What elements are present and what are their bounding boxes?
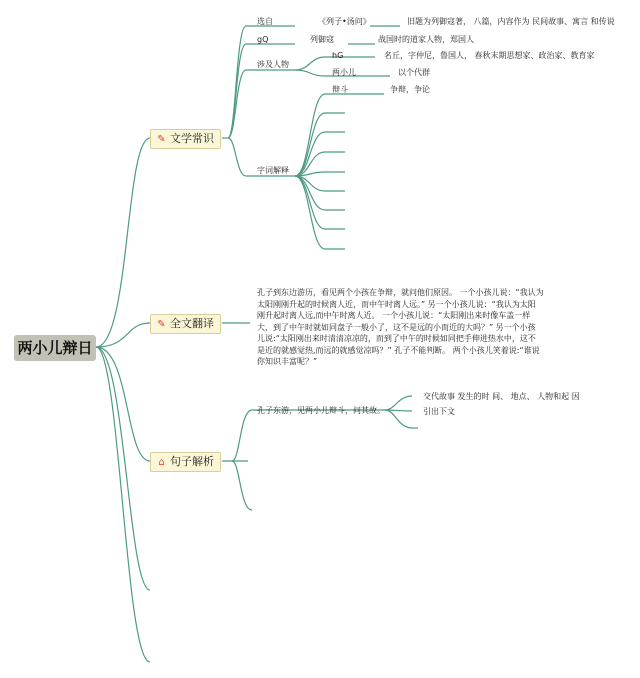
- translation-line: 刚升起时离人远,而中午时离人近。 一个小孩儿说：“太阳刚出来时像车盖一样: [257, 311, 531, 320]
- translation-line: 你知识丰富呢？”: [257, 357, 318, 366]
- analysis-note[interactable]: 交代故事 发生的时 间、 地点、 人物和起 因: [423, 392, 580, 401]
- branch-literature[interactable]: [150, 129, 221, 149]
- node-source[interactable]: 选自: [257, 17, 273, 26]
- analysis-note[interactable]: 引出下文: [423, 407, 455, 416]
- node-person-desc[interactable]: 以个代群: [398, 68, 430, 77]
- node-author-name[interactable]: 列御寇: [310, 35, 334, 44]
- node-source-desc[interactable]: 旧题为列御寇著， 八篇，内容作为 民间故事、寓言 和传说: [407, 17, 615, 26]
- branch-literature-label: 文学常识: [170, 132, 214, 145]
- branch-analysis-label: 句子解析: [170, 455, 214, 468]
- node-words[interactable]: 字词解释: [257, 166, 289, 175]
- root-topic[interactable]: 两小儿辩日: [14, 335, 96, 361]
- node-author[interactable]: gQ: [257, 35, 269, 44]
- branch-translation-label: 全文翻译: [170, 317, 214, 330]
- branch-translation[interactable]: [150, 314, 221, 334]
- pencil-ruler-icon: ✎: [157, 319, 166, 330]
- node-source-book[interactable]: 《列子•汤问》: [318, 17, 371, 26]
- node-person-desc[interactable]: 名丘，字仲尼，鲁国人， 春秋末期思想家、政治家、教育家: [384, 51, 595, 60]
- node-author-desc[interactable]: 战国时的道家人物，郑国人: [378, 35, 474, 44]
- translation-line: 儿说:“太阳刚出来时清清凉凉的，而到了中午的时候如同把手伸进热水中，这不: [257, 334, 536, 343]
- translation-line: 是近的就感觉热,而远的就感觉凉吗？” 孔子不能判断。 两个小孩儿笑着说:“谁说: [257, 345, 540, 355]
- node-person-name[interactable]: 两小儿: [332, 68, 356, 77]
- analysis-sentence[interactable]: 孔子东游，见两小儿辩斗，问其故。: [257, 406, 385, 415]
- node-word-meaning[interactable]: 争辩，争论: [390, 85, 430, 94]
- translation-line: 孔子到东边游历，看见两个小孩在争辩，就问他们原因。 一个小孩儿说：“我认为: [257, 288, 544, 297]
- node-people[interactable]: 涉及人物: [257, 60, 289, 69]
- node-word[interactable]: 辩斗: [332, 85, 348, 94]
- translation-line: 大，到了中午时就如同盘子一般小了，这不是远的小而近的大吗？” 另一个小孩: [257, 322, 536, 332]
- house-icon: ⌂: [158, 457, 165, 468]
- pencil-ruler-icon: ✎: [157, 134, 166, 145]
- translation-line: 太阳刚刚升起的时候离人近，而中午时离人远。” 另一个小孩儿说：“我认为太阳: [257, 299, 536, 309]
- node-person-name[interactable]: hG: [332, 51, 344, 60]
- branch-analysis[interactable]: [150, 452, 221, 472]
- translation-text[interactable]: [257, 287, 544, 368]
